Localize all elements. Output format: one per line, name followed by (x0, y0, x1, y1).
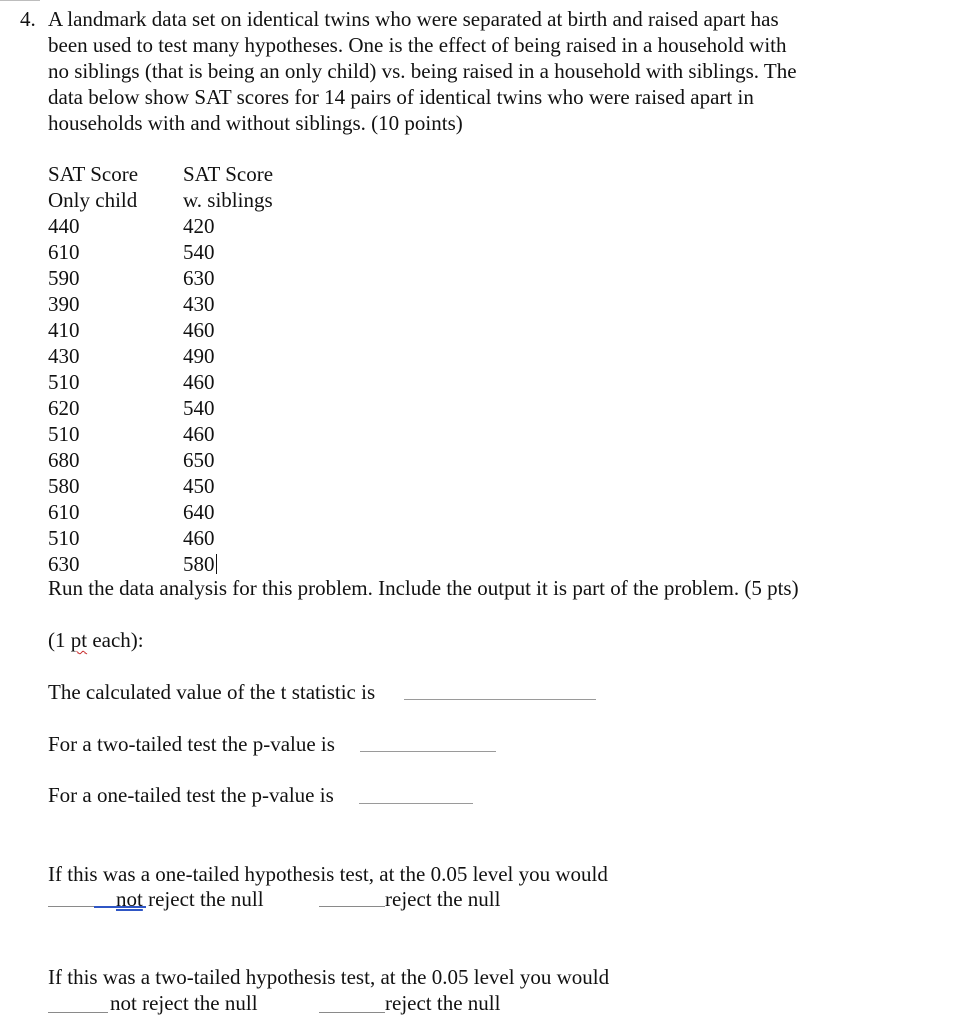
t-statistic-prompt: The calculated value of the t statistic is (48, 680, 376, 704)
two-tailed-reject-blank[interactable] (319, 1012, 385, 1013)
siblings-score: 460 (183, 318, 215, 342)
siblings-score: 540 (183, 240, 215, 264)
siblings-score: 650 (183, 448, 215, 472)
one-tailed-option-reject[interactable]: reject the null (385, 887, 501, 911)
two-tailed-p-answer-blank[interactable] (360, 751, 496, 752)
question-line-5: households with and without siblings. (10 points) (48, 111, 463, 135)
siblings-score: 430 (183, 292, 215, 316)
points-prefix: (1 (48, 628, 71, 652)
one-tailed-decision-prompt: If this was a one-tailed hypothesis test, at the 0.05 level you would (48, 862, 608, 886)
question-line-3: no siblings (that is being an only child) vs. being raised in a household with siblings. The (48, 59, 797, 83)
points-suffix: each): (87, 628, 144, 652)
two-tailed-option-not-reject[interactable]: not reject the null (110, 991, 258, 1015)
one-tailed-option-not-reject[interactable] (116, 886, 264, 912)
siblings-score: 460 (183, 422, 215, 446)
siblings-score: 450 (183, 474, 215, 498)
text-cursor (216, 554, 217, 574)
one-tailed-not-rest: reject the null (142, 887, 264, 911)
siblings-score: 540 (183, 396, 215, 420)
question-line-2: been used to test many hypotheses. One is the effect of being raised in a household with (48, 33, 787, 57)
one-tailed-p-answer-blank[interactable] (359, 803, 473, 804)
siblings-score-value: 580 (183, 552, 215, 576)
siblings-score: 490 (183, 344, 215, 368)
one-tailed-reject-blank[interactable] (319, 906, 385, 907)
only-child-score: 440 (48, 214, 80, 238)
one-tailed-not-word: not (116, 887, 143, 911)
page-edge-mark (0, 0, 40, 3)
siblings-score: 640 (183, 500, 215, 524)
t-statistic-answer-blank[interactable] (404, 699, 596, 700)
siblings-score: 630 (183, 266, 215, 290)
only-child-score: 610 (48, 500, 80, 524)
one-tailed-p-prompt: For a one-tailed test the p-value is (48, 783, 334, 807)
only-child-score: 630 (48, 552, 80, 576)
siblings-header-line-1: SAT Score (183, 162, 274, 186)
only-child-score: 610 (48, 240, 80, 264)
only-child-score: 390 (48, 292, 80, 316)
only-child-score: 510 (48, 422, 80, 446)
two-tailed-not-reject-blank[interactable] (48, 1012, 108, 1013)
only-child-header-line-2: Only child (48, 188, 138, 212)
siblings-score: 460 (183, 526, 215, 550)
only-child-score: 590 (48, 266, 80, 290)
run-analysis-instruction: Run the data analysis for this problem. Include the output it is part of the problem. (5 pts) (48, 576, 799, 600)
siblings-header-line-2: w. siblings (183, 188, 273, 212)
siblings-score-last[interactable] (183, 551, 217, 577)
two-tailed-p-prompt: For a two-tailed test the p-value is (48, 732, 335, 756)
spellcheck-word-pt[interactable]: pt (70, 628, 88, 652)
only-child-score: 680 (48, 448, 80, 472)
points-note (48, 627, 144, 653)
question-line-1: A landmark data set on identical twins who were separated at birth and raised apart has (48, 7, 779, 31)
only-child-score: 510 (48, 370, 80, 394)
question-line-4: data below show SAT scores for 14 pairs of identical twins who were raised apart in (48, 85, 754, 109)
question-number: 4. (20, 7, 36, 31)
only-child-score: 510 (48, 526, 80, 550)
one-tailed-not-reject-lead-blank (48, 906, 94, 907)
two-tailed-decision-prompt: If this was a two-tailed hypothesis test, at the 0.05 level you would (48, 965, 610, 989)
only-child-score: 580 (48, 474, 80, 498)
siblings-score: 460 (183, 370, 215, 394)
only-child-header-line-1: SAT Score (48, 162, 139, 186)
only-child-score: 620 (48, 396, 80, 420)
siblings-score: 420 (183, 214, 215, 238)
only-child-score: 410 (48, 318, 80, 342)
two-tailed-option-reject[interactable]: reject the null (385, 991, 501, 1015)
only-child-score: 430 (48, 344, 80, 368)
